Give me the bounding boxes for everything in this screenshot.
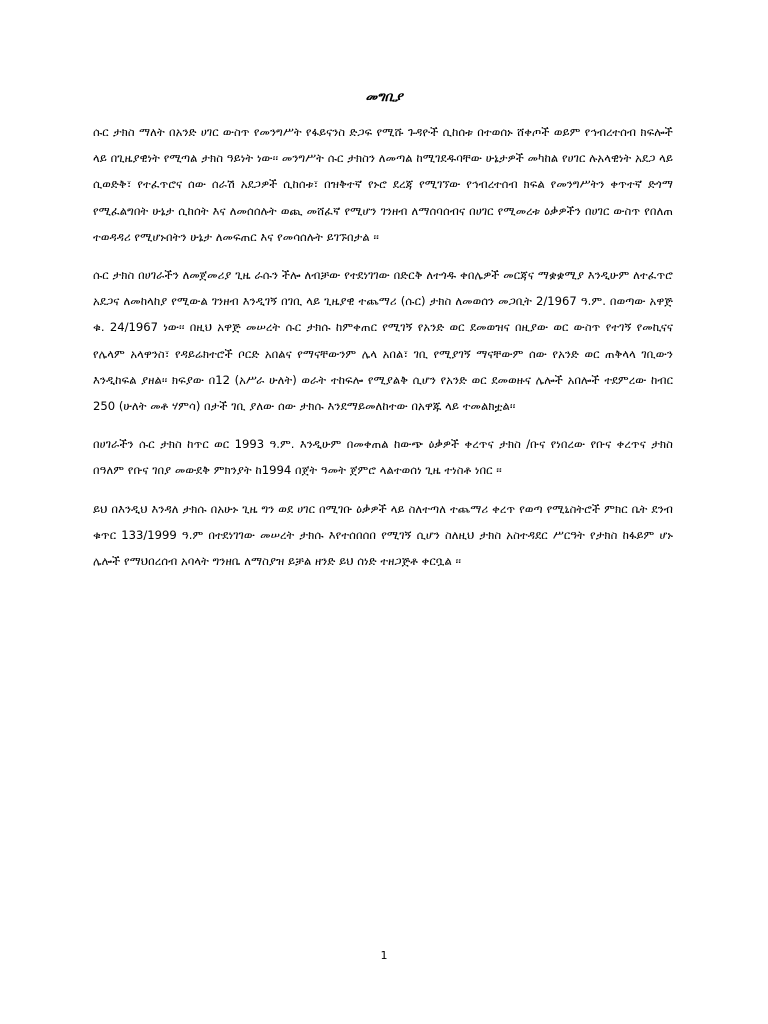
page-number: 1 — [380, 949, 388, 962]
document-body — [93, 119, 673, 586]
paragraph-1: ሱር ታክስ ማለት በአንድ ሀገር ውስጥ የመንግሥት የፋይናንስ ድጋፍ የሚሹ ጉዳዮች ሲከሰቱ በተወሰኑ ሸቀጦች ወይም የኅብረተሰብ ክፍሎች ላይ በጊዜያዊነት የሚጣል ታክስ ዓይነት ነው፡፡ መንግሥት ሱር ታክስን ለመጣል ከሚገደዱባቸው ሁኔታዎች መካከል የሀገር ሉአላዊነት አደጋ ላይ ሲወድቅ፣ የተፈጥሮና ሰው ሰራሽ አደጋዎች ሲከሰቱ፣ በዝቅተኛ የኑሮ ደረጃ የሚገኘው የኅብረተሰብ ክፍል የመንግሥትን ቀጥተኛ ድጎማ የሚፈልግበት ሁኔታ ሲከሰት እና ለመሰሰሉት ወጪ መሸፈኛ የሚሆን ገንዘብ ለማሰባሰብና በሀገር የሚመረቱ ዕቃዎችን በሀገር ውስጥ የበለጠ ተወዳዳሪ የሚሆኑበትን ሁኔታ ለመፍጠር እና የመሳሰሉት ይገኙበታል ፡፡ — [93, 125, 673, 244]
paragraph-2: ሱር ታክስ በሀገራችን ለመጀመሪያ ጊዜ ራሱን ችሎ ለብቻው የተደነገገው በድርቅ ለተጎዱ ቀበሌዎች መርጃና ማቋቋሚያ እንዲሁም ለተፈጥሮ አደጋና ለመከላከያ የሚውል ገንዘብ እንዲገኝ በገቢ ላይ ጊዜያዊ ተጨማሪ (ሱር) ታክስ ለመወሰን መጋቢት 2/1967 ዓ.ም. በወጣው አዋጅ ቁ. 24/1967 ነው፡፡ በዚህ አዋጅ መሠረት ሱር ታክሱ ከምቀጠር የሚገኝ የአንድ ወር ደመወዝና በዚያው ወር ውስጥ የተገኝ የመኪናና የሌላም አላዋንስ፣ የዳይሬክተሮች ቦርድ አበልና የማናቸውንም ሌላ አበል፣ ገቢ የሚያገኝ ማናቸውም ሰው የአንድ ወር ጠቅላላ ገቢውን እንዲከፍል ያዘል፡፡ ክፍያው በ12 (አሥራ ሁለት) ወራት ተከፍሎ የሚያልቅ ሲሆን የአንድ ወር ደመወዙና ሌሎች አበሎች ተደምረው ከብር 250 (ሁለት መቶ ሃምሳ) በታች ገቢ ያለው ሰው ታክሱ እንደማይመለከተው በአዋጁ ላይ ተመልክቷል፡፡ — [93, 268, 673, 414]
paragraph-3: በሀገራችን ሱር ታክስ ከጥር ወር 1993 ዓ.ም. እንዲሁም በመቀጠል ከውጭ ዕቃዎች ቀረጥና ታክስ /ቡና የነበረው የቡና ቀረጥና ታክስ በዓለም የቡና ገበያ መውደቅ ምክንያት ከ1994 በጀት ዓመት ጀምሮ ላልተወሰነ ጊዜ ተነስቶ ነበር ፡፡ — [93, 437, 673, 478]
document-title: መግቢያ — [365, 90, 403, 105]
paragraph-4: ይህ በእንዲህ እንዳለ ታክሱ በአሁኑ ጊዜ ግን ወደ ሀገር በሚገቡ ዕቃዎች ላይ ስለተጣለ ተጨማሪ ቀረጥ የወጣ የሚኒስትሮች ምክር ቤት ደንብ ቁጥር 133/1999 ዓ.ም በተደነገገው መሠረት ታክሱ እየተሰበሰበ የሚገኝ ሲሆን ስለዚህ ታክስ አስተዳደር ሥርዓት የታክስ ከፋይም ሆኑ ሌሎች የማህበረሰብ አባላት ግንዘቤ ለማስያዝ ይቻል ዘንድ ይህ ሰነድ ተዘጋጅቶ ቀርቧል ፡፡ — [93, 501, 673, 569]
